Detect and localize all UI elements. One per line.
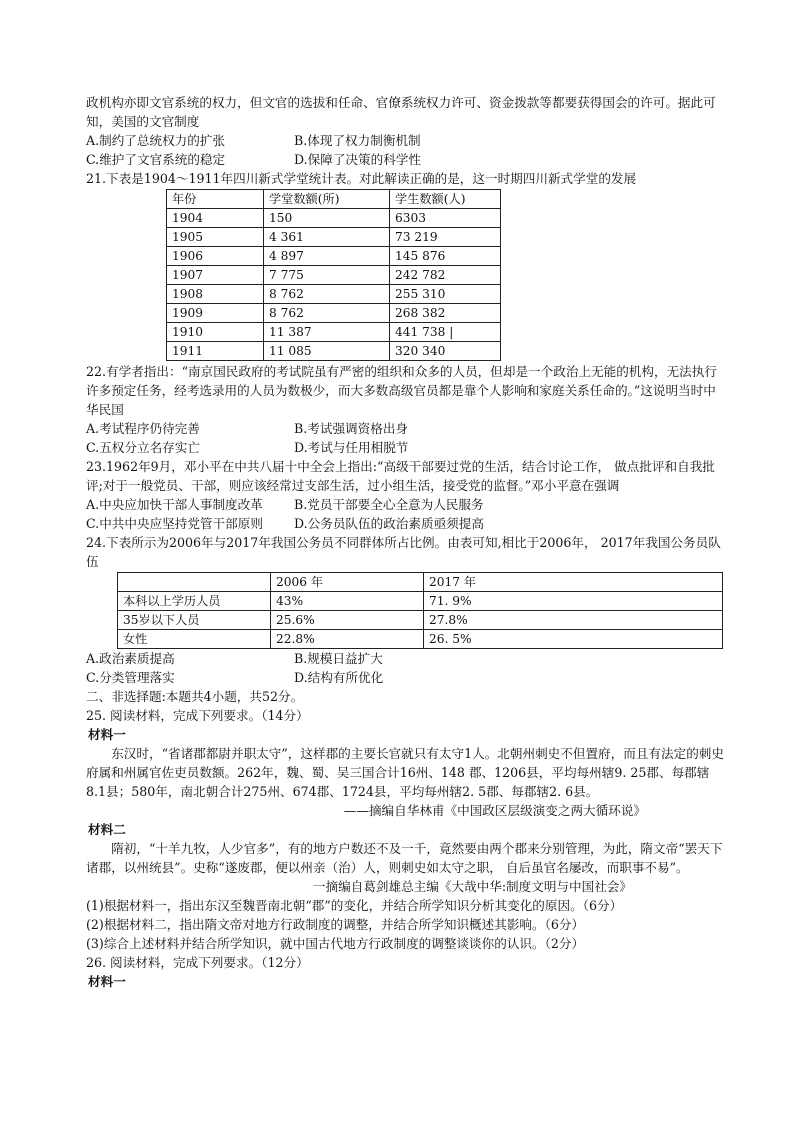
q22-options-row-1 (86, 419, 726, 438)
q24-stem: 24.下表所示为2006年与2017年我国公务员不同群体所占比例。由表可知,相比于2006年， 2017年我国公务员队伍 (86, 535, 721, 569)
q22-option-b[interactable]: B.考试强调资格出身 (294, 421, 409, 436)
q24-option-d[interactable]: D.结构有所优化 (294, 670, 384, 685)
table-cell: 26. 5% (424, 630, 723, 649)
table-cell: 43% (271, 592, 424, 611)
q25-stem: 25. 阅读材料，完成下列要求。（14分） (86, 708, 309, 723)
table-cell: 25.6% (271, 611, 424, 630)
table-cell: 1910 (167, 323, 264, 342)
q21-stem: 21.下表是1904～1911年四川新式学堂统计表。对此解读正确的是，这一时期四川新式学堂的发展 (86, 171, 637, 186)
q23-option-c[interactable]: C.中共中央应坚持党管干部原则 (86, 516, 263, 531)
table-cell: 6303 (390, 209, 501, 228)
q22-option-d[interactable]: D.考试与任用相脱节 (294, 440, 409, 455)
table-header-row (167, 190, 501, 209)
q24-option-a[interactable]: A.政治素质提高 (86, 651, 175, 666)
table-cell: 1904 (167, 209, 264, 228)
table-row (118, 592, 723, 611)
q25-material-2-label: 材料二 (88, 822, 126, 837)
q25-material-1-text: 东汉时，“省诸郡都尉并职太守”，这样郡的主要长官就只有太守1人。北朝州刺史不但置府，而且有法定的刺史府属和州属官佐吏员数额。262年，魏、蜀、吴三国合计16州、148 郡、1206县，平均每州辖9. 25郡、每郡辖8.1县；580年，南北朝合计275州、674郡、1724县，平均每州辖2. 5郡、每郡辖2. 6县。 (86, 746, 724, 799)
table-header-cell: 学生数额(人) (390, 190, 501, 209)
q21-table (166, 189, 501, 361)
table-row (167, 266, 501, 285)
q25-question-2: (2)根据材料二，指出隋文帝对地方行政制度的调整，并结合所学知识概述其影响。（6分） (86, 917, 585, 932)
q24-options-row-1 (86, 649, 726, 668)
q22-options-row-2 (86, 438, 726, 457)
q22-option-a[interactable]: A.考试程序仍待完善 (86, 421, 200, 436)
q25-material-1-label: 材料一 (88, 727, 126, 742)
table-cell: 4 897 (264, 247, 390, 266)
table-cell: 255 310 (390, 285, 501, 304)
q20-options-row-2 (86, 150, 726, 169)
table-cell: 11 085 (264, 342, 390, 361)
q20-option-d[interactable]: D.保障了决策的科学性 (294, 152, 421, 167)
q23-options-row-1 (86, 495, 726, 514)
table-cell: 35岁以下人员 (118, 611, 271, 630)
q24-table (117, 572, 723, 649)
table-cell: 150 (264, 209, 390, 228)
q26-material-1-label: 材料一 (88, 974, 126, 989)
table-header-cell: 学堂数额(所) (264, 190, 390, 209)
table-row (167, 323, 501, 342)
q20-option-b[interactable]: B.体现了权力制衡机制 (294, 133, 421, 148)
q20-options-row-1 (86, 131, 726, 150)
exam-page (86, 93, 726, 991)
q20-option-a[interactable]: A.制约了总统权力的扩张 (86, 133, 226, 148)
q25-question-1: (1)根据材料一，指出东汉至魏晋南北朝“郡”的变化，并结合所学知识分析其变化的原因。（6分） (86, 898, 623, 913)
q23-stem: 23.1962年9月，邓小平在中共八届十中全会上指出:“高级干部要过党的生活，结合讨论工作， 做点批评和自我批评;对于一般党员、干部，则应该经常过支部生活，过小组生活，接受党的监督。”邓小平意在强调 (86, 459, 715, 493)
table-cell: 71. 9% (424, 592, 723, 611)
table-cell: 1911 (167, 342, 264, 361)
table-header-cell: 2006 年 (271, 573, 424, 592)
table-cell: 8 762 (264, 304, 390, 323)
q25-material-2-source: 一摘编自葛剑雄总主编《大哉中华:制度文明与中国社会》 (312, 879, 632, 894)
table-cell: 73 219 (390, 228, 501, 247)
table-cell: 268 382 (390, 304, 501, 323)
table-cell: 11 387 (264, 323, 390, 342)
table-row (167, 209, 501, 228)
q20-stem-continued: 政机构亦即文官系统的权力，但文官的选拔和任命、官僚系统权力许可、资金拨款等都要获得国会的许可。据此可知，美国的文官制度 (86, 95, 716, 129)
table-cell: 441 738 | (390, 323, 501, 342)
table-row (118, 611, 723, 630)
table-header-cell (118, 573, 271, 592)
q24-option-c[interactable]: C.分类管理落实 (86, 670, 175, 685)
q25-question-3: (3)综合上述材料并结合所学知识，就中国古代地方行政制度的调整谈谈你的认识。（2分） (86, 936, 585, 951)
q23-options-row-2 (86, 514, 726, 533)
table-cell: 4 361 (264, 228, 390, 247)
q20-option-c[interactable]: C.维护了文官系统的稳定 (86, 152, 226, 167)
q25-material-2-text: 隋初，“十羊九牧，人少官多”，有的地方户数还不及一千，竟然要由两个郡来分别管理，为此，隋文帝“罢天下诸郡，以州统县”。史称“遂废郡，便以州亲（治）人，则刺史如太守之职， 自后虽官名屡改，而职事不易”。 (86, 841, 723, 875)
table-cell: 1908 (167, 285, 264, 304)
table-cell: 7 775 (264, 266, 390, 285)
q23-option-b[interactable]: B.党员干部要全心全意为人民服务 (294, 497, 484, 512)
table-cell: 8 762 (264, 285, 390, 304)
table-cell: 145 876 (390, 247, 501, 266)
table-row (118, 630, 723, 649)
table-cell: 本科以上学历人员 (118, 592, 271, 611)
table-row (167, 228, 501, 247)
q24-options-row-2 (86, 668, 726, 687)
table-header-row (118, 573, 723, 592)
table-row (167, 342, 501, 361)
table-row (167, 304, 501, 323)
table-cell: 320 340 (390, 342, 501, 361)
section-2-heading: 二、非选择题:本题共4小题，共52分。 (86, 689, 304, 704)
q23-option-d[interactable]: D.公务员队伍的政治素质亟须提高 (294, 516, 484, 531)
table-header-cell: 年份 (167, 190, 264, 209)
q22-option-c[interactable]: C.五权分立名存实亡 (86, 440, 200, 455)
table-cell: 1906 (167, 247, 264, 266)
q22-stem: 22.有学者指出：“南京国民政府的考试院虽有严密的组织和众多的人员，但却是一个政治上无能的机构，无法执行许多预定任务，经考选录用的人员为数极少，而大多数高级官员都是靠个人影响和家庭关系任命的。”这说明当时中华民国 (86, 364, 717, 417)
q23-option-a[interactable]: A.中央应加快干部人事制度改革 (86, 497, 263, 512)
table-cell: 1905 (167, 228, 264, 247)
q24-option-b[interactable]: B.规模日益扩大 (294, 651, 383, 666)
table-row (167, 247, 501, 266)
table-cell: 女性 (118, 630, 271, 649)
table-cell: 1909 (167, 304, 264, 323)
q25-material-1-source: ——摘编自华林甫《中国政区层级演变之两大循环说》 (343, 803, 646, 818)
table-cell: 22.8% (271, 630, 424, 649)
table-cell: 242 782 (390, 266, 501, 285)
table-cell: 1907 (167, 266, 264, 285)
q26-stem: 26. 阅读材料，完成下列要求。（12分） (86, 955, 309, 970)
table-cell: 27.8% (424, 611, 723, 630)
table-header-cell: 2017 年 (424, 573, 723, 592)
table-row (167, 285, 501, 304)
